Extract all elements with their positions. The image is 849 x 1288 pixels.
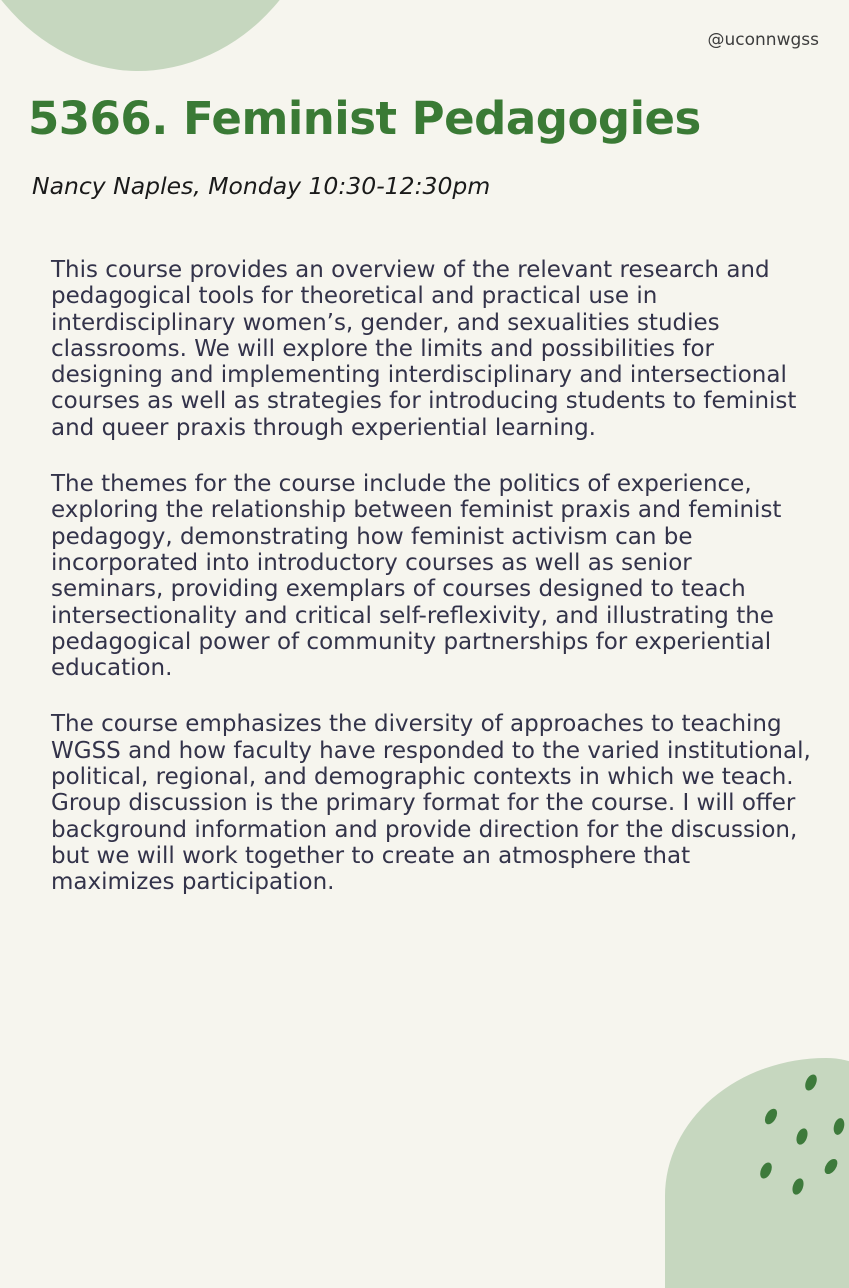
course-instructor-schedule: Nancy Naples, Monday 10:30-12:30pm [32, 172, 491, 200]
description-paragraph: The themes for the course include the politics of experience, exploring the relationship between feminist praxis and feminist pedagogy, demonstrating how feminist activism can be incorporated into introductory courses as well as senior seminars, providing exemplars of courses designed to teach intersectionality and critical self-reflexivity, and illustrating the pedagogical power of community partnerships for experiential education. [51, 471, 782, 682]
description-paragraph: The course emphasizes the diversity of approaches to teaching WGSS and how faculty have responded to the varied institutional, political, regional, and demographic contexts in which we teach. Group discussion is the primary format for the course. I will offer background information and provide direction for the discussion, but we will work together to create an atmosphere that maximizes participation. [51, 711, 811, 896]
course-description [51, 257, 811, 926]
course-title: 5366. Feminist Pedagogies [28, 92, 701, 145]
social-handle: @uconnwgss [707, 30, 819, 50]
decorative-blob-top [0, 0, 350, 89]
description-paragraph: This course provides an overview of the relevant research and pedagogical tools for theoretical and practical use in interdisciplinary women’s, gender, and sexualities studies classrooms. We will explore the limits and possibilities for designing and implementing interdisciplinary and intersectional courses as well as strategies for introducing students to feminist and queer praxis through experiential learning. [51, 257, 797, 441]
decorative-blob-bottom [665, 1058, 849, 1288]
